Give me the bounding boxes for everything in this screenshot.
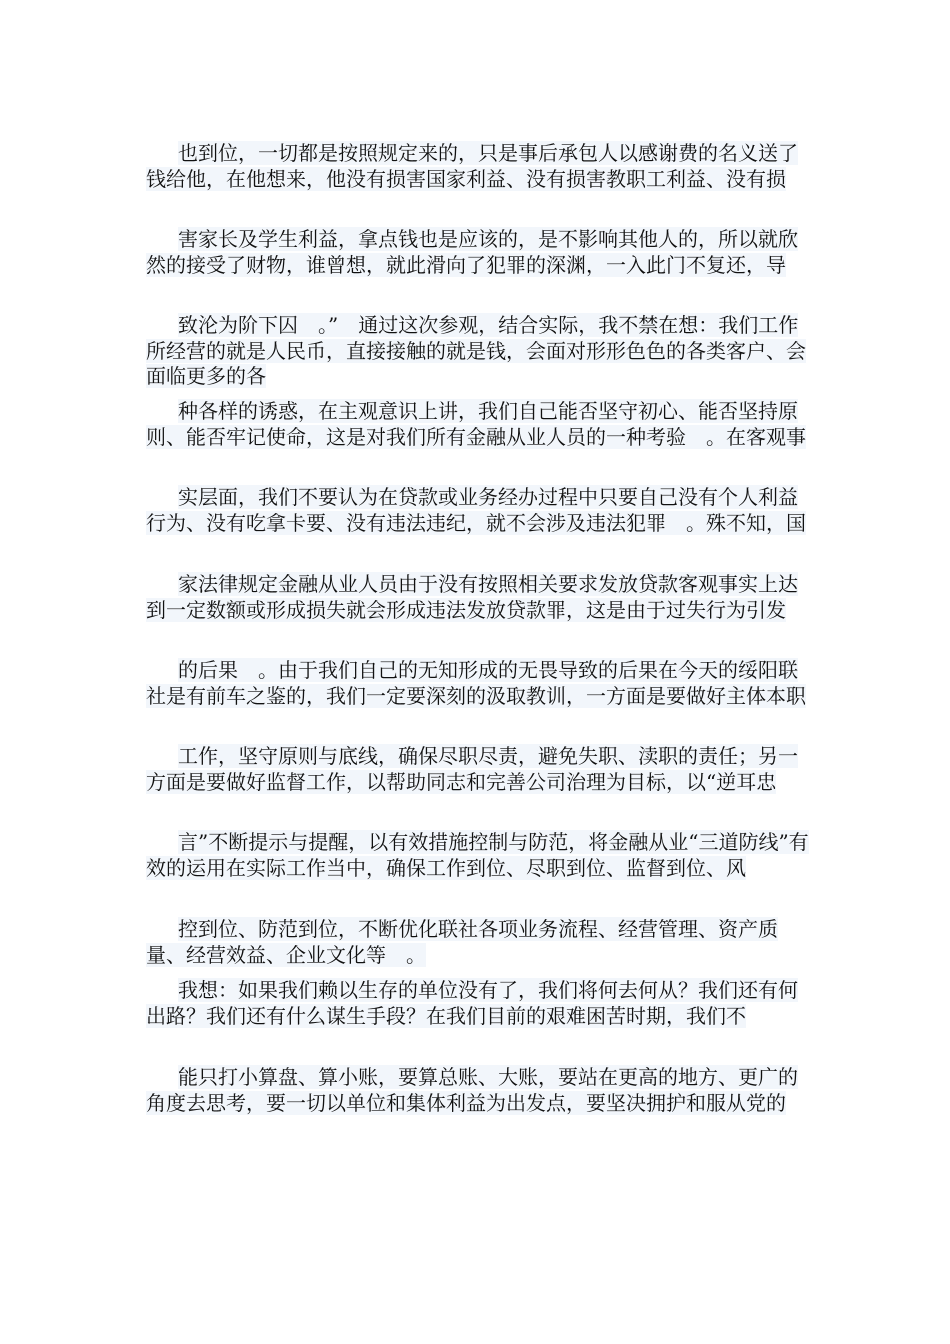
paragraph-12 [146, 1065, 816, 1116]
paragraph-6 [146, 572, 816, 623]
paragraph-9 [146, 830, 816, 881]
paragraph-7-text: 的后果 。由于我们自己的无知形成的无畏导致的后果在今天的绥阳联社是有前车之鉴的，我们一定要深刻的汲取教训，一方面是要做好主体本职 [146, 658, 806, 708]
paragraph-9-text: 言”不断提示与提醒，以有效措施控制与防范，将金融从业“三道防线”有效的运用在实际工作当中，确保工作到位、尽职到位、监督到位、风 [146, 830, 809, 880]
paragraph-4 [146, 399, 816, 450]
paragraph-12-text: 能只打小算盘、算小账，要算总账、大账，要站在更高的地方、更广的角度去思考，要一切以单位和集体利益为出发点，要坚决拥护和服从党的 [146, 1065, 798, 1115]
paragraph-10-text: 控到位、防范到位，不断优化联社各项业务流程、经营管理、资产质量、经营效益、企业文化等 。 [146, 917, 778, 967]
paragraph-8-text: 工作，坚守原则与底线，确保尽职尽责，避免失职、渎职的责任；另一方面是要做好监督工作，以帮助同志和完善公司治理为目标，以“逆耳忠 [146, 744, 798, 794]
paragraph-4-text: 种各样的诱惑，在主观意识上讲，我们自己能否坚守初心、能否坚持原则、能否牢记使命，这是对我们所有金融从业人员的一种考验 。在客观事 [146, 399, 806, 449]
paragraph-2 [146, 227, 816, 278]
paragraph-3-text: 致沦为阶下囚 。” 通过这次参观，结合实际，我不禁在想：我们工作所经营的就是人民币，直接接触的就是钱，会面对形形色色的各类客户、会面临更多的各 [146, 313, 806, 388]
paragraph-10 [146, 917, 816, 968]
paragraph-5-text: 实层面，我们不要认为在贷款或业务经办过程中只要自己没有个人利益行为、没有吃拿卡要、没有违法违纪，就不会涉及违法犯罪 。殊不知，国 [146, 485, 806, 535]
paragraph-6-text: 家法律规定金融从业人员由于没有按照相关要求发放贷款客观事实上达到一定数额或形成损失就会形成违法发放贷款罪，这是由于过失行为引发 [146, 572, 798, 622]
paragraph-1-text: 也到位，一切都是按照规定来的，只是事后承包人以感谢费的名义送了钱给他，在他想来，他没有损害国家利益、没有损害教职工利益、没有损 [146, 141, 798, 191]
paragraph-2-text: 害家长及学生利益，拿点钱也是应该的，是不影响其他人的，所以就欣然的接受了财物，谁曾想，就此滑向了犯罪的深渊，一入此门不复还，导 [146, 227, 798, 277]
paragraph-3 [146, 313, 816, 390]
paragraph-11-text: 我想：如果我们赖以生存的单位没有了，我们将何去何从？我们还有何出路？我们还有什么谋生手段？在我们目前的艰难困苦时期，我们不 [146, 978, 798, 1028]
paragraph-11 [146, 978, 816, 1029]
paragraph-1 [146, 141, 816, 192]
paragraph-8 [146, 744, 816, 795]
paragraph-5 [146, 485, 816, 536]
paragraph-7 [146, 658, 816, 709]
